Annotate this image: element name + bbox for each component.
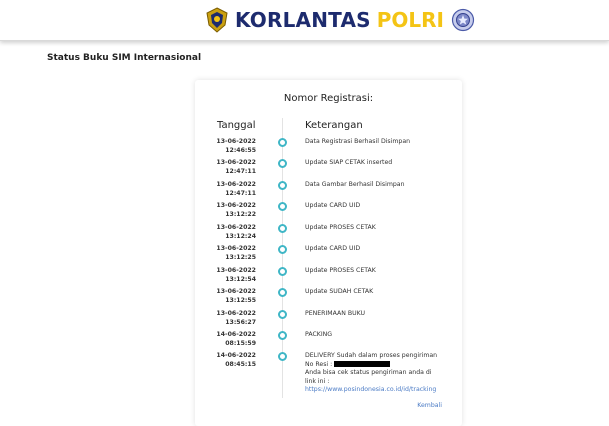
entry-description: PACKING [305,331,333,338]
entry-description: Data Registrasi Berhasil Disimpan [305,138,411,145]
entry-description: PENERIMAAN BUKU [305,310,366,317]
column-header-date: Tanggal [217,120,256,131]
brand-accent: POLRI [376,8,444,32]
entry-date: 13-06-2022 13:12:25 [216,245,256,261]
entry-date: 13-06-2022 13:12:22 [216,202,256,218]
entry-description: Update SUDAH CETAK [305,288,374,295]
entry-description: Update SIAP CETAK inserted [305,159,393,166]
entry-date: 13-06-2022 13:56:27 [216,310,256,326]
brand-name: KORLANTAS [235,8,371,32]
entry-date: 13-06-2022 13:12:55 [216,288,256,304]
police-emblem-icon [204,7,230,33]
header-bar [0,0,609,41]
timeline-dot-icon [278,224,287,233]
card-title: Nomor Registrasi: [283,93,374,104]
entry-description: Update PROSES CETAK [305,267,376,274]
tracking-instruction-cont: link ini : [305,377,330,385]
tracking-instruction: Anda bisa cek status pengiriman anda di [305,369,432,377]
entry-description: Data Gambar Berhasil Disimpan [305,181,405,188]
entry-date: 13-06-2022 13:12:54 [216,267,256,283]
timeline-dot-icon [278,310,287,319]
timeline-dot-icon [278,331,287,340]
timeline-dot-icon [278,267,287,276]
timeline-dot-icon [278,288,287,297]
tracking-link[interactable]: https://www.posindonesia.co.id/id/tracking [305,386,437,394]
timeline-dot-icon [278,202,287,211]
timeline-dot-icon [278,181,287,190]
entry-description [305,352,450,395]
entry-date: 13-06-2022 13:12:24 [216,224,256,240]
redacted-resi-number [334,361,390,367]
delivery-status-text: DELIVERY Sudah dalam proses pengiriman [305,352,438,359]
page-title: Status Buku SIM Internasional [47,53,202,63]
entry-date: 13-06-2022 12:47:11 [216,181,256,197]
column-header-description: Keterangan [305,120,363,131]
entry-date: 14-06-2022 08:45:15 [216,352,256,368]
timeline-dot-icon [278,352,287,361]
entry-description: Update PROSES CETAK [305,224,376,231]
entry-date: 13-06-2022 12:46:55 [216,138,256,154]
brand-logo[interactable] [204,6,475,34]
timeline-dot-icon [278,138,287,147]
back-link[interactable]: Kembali [417,402,442,409]
police-badge-icon [451,8,475,32]
entry-description: Update CARD UID [305,245,361,252]
entry-date: 13-06-2022 12:47:11 [216,159,256,175]
status-card [195,80,462,426]
entry-date: 14-06-2022 08:15:59 [216,331,256,347]
resi-label: No Resi : [305,360,333,368]
timeline-dot-icon [278,245,287,254]
timeline-dot-icon [278,159,287,168]
entry-description: Update CARD UID [305,202,361,209]
